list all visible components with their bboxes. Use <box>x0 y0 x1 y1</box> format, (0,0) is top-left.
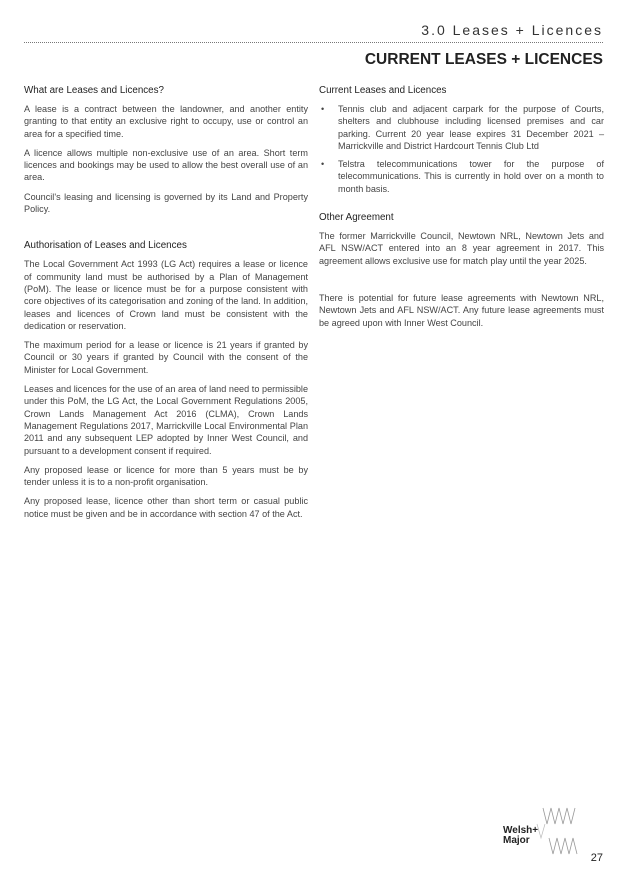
auth-heading: Authorisation of Leases and Licences <box>24 240 187 252</box>
section-header: 3.0 Leases + Licences <box>421 22 603 38</box>
list-item-text: Tennis club and adjacent carpark for the purpose of Courts, shelters and clubhouse including licensed premises and car parking. Current 20 year lease expires 31 December 2021 – Marrickville and District Hardcourt Tennis Club Ltd <box>338 104 604 151</box>
logo-line-1: Welsh+ <box>503 825 539 836</box>
current-heading: Current Leases and Licences <box>319 85 447 96</box>
bullet-icon: • <box>321 104 325 114</box>
other-paragraph: The former Marrickville Council, Newtown NRL, Newtown Jets and AFL NSW/ACT entered into an 8 year agreement in 2017. This agreement allows exclusive use for match play until the year 2025. <box>319 231 604 266</box>
what-paragraph: A licence allows multiple non-exclusive use of an area. Short term licences and bookings may be used to allow the best overall use of an area. <box>24 147 308 183</box>
list-item <box>319 103 604 152</box>
header-divider <box>24 42 603 43</box>
page-title: CURRENT LEASES + LICENCES <box>364 51 603 68</box>
bullet-icon: • <box>321 159 325 170</box>
right-column <box>319 85 604 336</box>
auth-paragraph: Any proposed lease or licence for more than 5 years must be by tender unless it is to a non-profit organisation. <box>24 464 308 488</box>
auth-paragraph: Any proposed lease, licence other than short term or casual public notice must be given and be in accordance with section 47 of the Act. <box>24 496 308 519</box>
other-paragraph: There is potential for future lease agreements with Newtown NRL, Newtown Jets and AFL NSW/ACT. Any future lease agreements must be agreed upon with Inner West Council. <box>319 292 604 328</box>
what-paragraph: Council's leasing and licensing is governed by its Land and Property Policy. <box>24 191 308 215</box>
what-heading: What are Leases and Licences? <box>24 85 164 96</box>
list-item-text: Telstra telecommunications tower for the purpose of telecommunications. This is currently in hold over on a month to month basis. <box>338 159 604 194</box>
left-column <box>24 85 308 527</box>
what-paragraph: A lease is a contract between the landowner, and another entity granting to that entity an exclusive right to occupy, use or control an area for a specified time. <box>24 104 308 139</box>
list-item <box>319 158 604 195</box>
other-heading: Other Agreement <box>319 212 394 224</box>
page-number: 27 <box>590 852 603 864</box>
auth-paragraph: The Local Government Act 1993 (LG Act) requires a lease or licence of community land must be authorised by a Plan of Management (PoM). The lease or licence must be for a purpose consistent with core objectives of its categorisation and zoning of the land. In addition, leases and licences of Crown land must be consistent with the dedication or reservation. <box>24 259 308 331</box>
current-list <box>319 103 604 195</box>
logo-line-2: Major <box>503 835 530 846</box>
welsh-major-logo <box>503 804 581 859</box>
auth-paragraph: The maximum period for a lease or licence is 21 years if granted by Council or 30 years if granted by Council with the consent of the Minister for Local Government. <box>24 340 308 375</box>
auth-paragraph: Leases and licences for the use of an area of land need to permissible under this PoM, the LG Act, the Local Government Regulations 2005, Crown Lands Management Act 2016 (CLMA), Crown Lands Management Regulations 2017, Marrickville Local Environmental Plan 2011 and any subsequent LEP adopted by Inner West Council, and pursuant to a development consent if required. <box>24 384 308 456</box>
